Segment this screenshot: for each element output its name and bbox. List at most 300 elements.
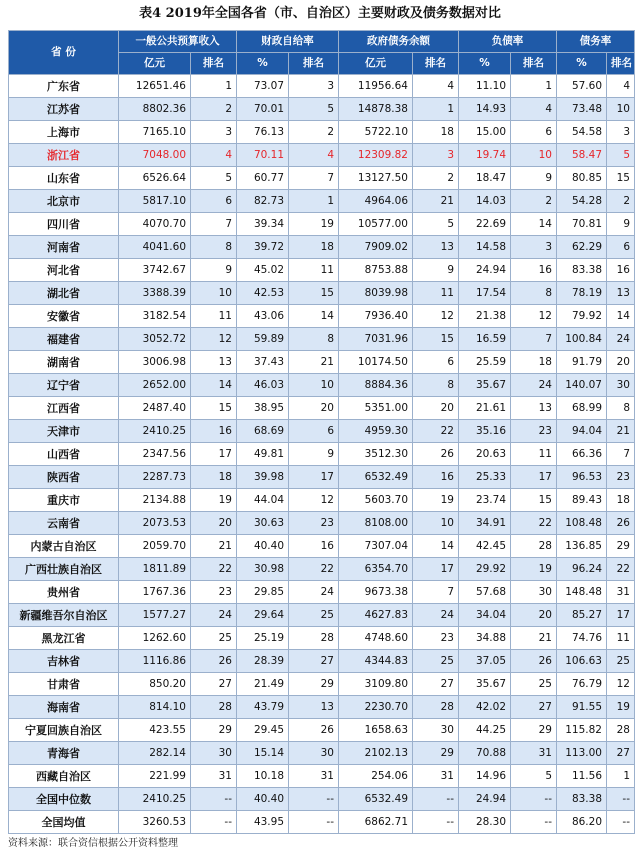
value-cell: 15.14 bbox=[237, 742, 289, 765]
value-cell: 49.81 bbox=[237, 443, 289, 466]
value-cell: 26 bbox=[413, 443, 459, 466]
value-cell: 1 bbox=[607, 765, 635, 788]
value-cell: 9 bbox=[607, 213, 635, 236]
value-cell: 73.07 bbox=[237, 75, 289, 98]
value-cell: 70.01 bbox=[237, 98, 289, 121]
value-cell: 17 bbox=[191, 443, 237, 466]
value-cell: 24.94 bbox=[459, 788, 511, 811]
value-cell: 96.53 bbox=[557, 466, 607, 489]
value-cell: 22.69 bbox=[459, 213, 511, 236]
value-cell: 34.91 bbox=[459, 512, 511, 535]
value-cell: 15 bbox=[289, 282, 339, 305]
value-cell: 13 bbox=[607, 282, 635, 305]
value-cell: 7 bbox=[191, 213, 237, 236]
value-cell: 3260.53 bbox=[119, 811, 191, 834]
value-cell: 7936.40 bbox=[339, 305, 413, 328]
value-cell: 2 bbox=[289, 121, 339, 144]
value-cell: 2073.53 bbox=[119, 512, 191, 535]
value-cell: 39.72 bbox=[237, 236, 289, 259]
value-cell: 35.67 bbox=[459, 374, 511, 397]
province-cell: 上海市 bbox=[9, 121, 119, 144]
value-cell: 6 bbox=[191, 190, 237, 213]
province-cell: 四川省 bbox=[9, 213, 119, 236]
value-cell: 14.58 bbox=[459, 236, 511, 259]
value-cell: 22 bbox=[413, 420, 459, 443]
value-cell: 22 bbox=[511, 512, 557, 535]
value-cell: -- bbox=[511, 788, 557, 811]
value-cell: 11 bbox=[607, 627, 635, 650]
value-cell: 22 bbox=[191, 558, 237, 581]
value-cell: 26 bbox=[289, 719, 339, 742]
value-cell: 30.63 bbox=[237, 512, 289, 535]
table-title: 表4 2019年全国各省（市、自治区）主要财政及债务数据对比 bbox=[139, 6, 501, 21]
value-cell: 39.98 bbox=[237, 466, 289, 489]
value-cell: 4627.83 bbox=[339, 604, 413, 627]
table-row bbox=[9, 144, 635, 167]
value-cell: 1767.36 bbox=[119, 581, 191, 604]
province-cell: 宁夏回族自治区 bbox=[9, 719, 119, 742]
value-cell: 8884.36 bbox=[339, 374, 413, 397]
value-cell: 21 bbox=[289, 351, 339, 374]
value-cell: 1116.86 bbox=[119, 650, 191, 673]
value-cell: 4 bbox=[413, 75, 459, 98]
province-cell: 辽宁省 bbox=[9, 374, 119, 397]
value-cell: 814.10 bbox=[119, 696, 191, 719]
value-cell: 83.38 bbox=[557, 259, 607, 282]
value-cell: 7 bbox=[413, 581, 459, 604]
value-cell: 14 bbox=[289, 305, 339, 328]
value-cell: 2102.13 bbox=[339, 742, 413, 765]
value-cell: 13 bbox=[191, 351, 237, 374]
value-cell: 20 bbox=[413, 397, 459, 420]
value-cell: 115.82 bbox=[557, 719, 607, 742]
value-cell: 21 bbox=[511, 627, 557, 650]
value-cell: 34.88 bbox=[459, 627, 511, 650]
table-row bbox=[9, 650, 635, 673]
province-cell: 天津市 bbox=[9, 420, 119, 443]
value-cell: 12 bbox=[511, 305, 557, 328]
province-cell: 全国均值 bbox=[9, 811, 119, 834]
value-cell: 12 bbox=[413, 305, 459, 328]
value-cell: 19.74 bbox=[459, 144, 511, 167]
value-cell: 25 bbox=[413, 650, 459, 673]
header-sub: 排名 bbox=[413, 53, 459, 75]
value-cell: 37.05 bbox=[459, 650, 511, 673]
value-cell: 25 bbox=[289, 604, 339, 627]
value-cell: 14.03 bbox=[459, 190, 511, 213]
value-cell: 10 bbox=[191, 282, 237, 305]
value-cell: 29 bbox=[511, 719, 557, 742]
value-cell: 26 bbox=[191, 650, 237, 673]
province-cell: 全国中位数 bbox=[9, 788, 119, 811]
value-cell: 31 bbox=[413, 765, 459, 788]
value-cell: 10 bbox=[511, 144, 557, 167]
value-cell: 31 bbox=[511, 742, 557, 765]
value-cell: 18 bbox=[413, 121, 459, 144]
value-cell: 31 bbox=[289, 765, 339, 788]
value-cell: 79.92 bbox=[557, 305, 607, 328]
value-cell: 3006.98 bbox=[119, 351, 191, 374]
value-cell: 40.40 bbox=[237, 788, 289, 811]
value-cell: 8108.00 bbox=[339, 512, 413, 535]
table-row bbox=[9, 742, 635, 765]
value-cell: 66.36 bbox=[557, 443, 607, 466]
value-cell: 9 bbox=[413, 259, 459, 282]
value-cell: 2 bbox=[511, 190, 557, 213]
value-cell: 25.33 bbox=[459, 466, 511, 489]
value-cell: 18 bbox=[607, 489, 635, 512]
value-cell: 27 bbox=[607, 742, 635, 765]
value-cell: 7307.04 bbox=[339, 535, 413, 558]
province-cell: 河北省 bbox=[9, 259, 119, 282]
value-cell: 14 bbox=[511, 213, 557, 236]
table-row bbox=[9, 604, 635, 627]
value-cell: 37.43 bbox=[237, 351, 289, 374]
value-cell: 5 bbox=[289, 98, 339, 121]
header-group-debt-balance: 政府债务余额 bbox=[339, 31, 459, 53]
value-cell: 9 bbox=[191, 259, 237, 282]
table-row bbox=[9, 259, 635, 282]
value-cell: 2287.73 bbox=[119, 466, 191, 489]
table-row bbox=[9, 190, 635, 213]
value-cell: 29.92 bbox=[459, 558, 511, 581]
value-cell: 43.06 bbox=[237, 305, 289, 328]
value-cell: 4070.70 bbox=[119, 213, 191, 236]
value-cell: 148.48 bbox=[557, 581, 607, 604]
value-cell: 9 bbox=[511, 167, 557, 190]
value-cell: 7048.00 bbox=[119, 144, 191, 167]
header-group-self-sufficiency: 财政自给率 bbox=[237, 31, 339, 53]
value-cell: 44.04 bbox=[237, 489, 289, 512]
value-cell: 18 bbox=[191, 466, 237, 489]
value-cell: 3512.30 bbox=[339, 443, 413, 466]
value-cell: 1811.89 bbox=[119, 558, 191, 581]
value-cell: 24 bbox=[289, 581, 339, 604]
table-row bbox=[9, 167, 635, 190]
value-cell: 31 bbox=[191, 765, 237, 788]
province-cell: 河南省 bbox=[9, 236, 119, 259]
header-sub: 排名 bbox=[191, 53, 237, 75]
value-cell: 29 bbox=[413, 742, 459, 765]
value-cell: 30 bbox=[607, 374, 635, 397]
value-cell: 24 bbox=[413, 604, 459, 627]
header-sub: 排名 bbox=[289, 53, 339, 75]
value-cell: 58.47 bbox=[557, 144, 607, 167]
value-cell: 12309.82 bbox=[339, 144, 413, 167]
value-cell: 28.30 bbox=[459, 811, 511, 834]
value-cell: 45.02 bbox=[237, 259, 289, 282]
value-cell: 28 bbox=[413, 696, 459, 719]
value-cell: 25 bbox=[511, 673, 557, 696]
value-cell: 42.45 bbox=[459, 535, 511, 558]
value-cell: 76.79 bbox=[557, 673, 607, 696]
value-cell: 1577.27 bbox=[119, 604, 191, 627]
value-cell: 6532.49 bbox=[339, 466, 413, 489]
province-cell: 黑龙江省 bbox=[9, 627, 119, 650]
value-cell: 29.64 bbox=[237, 604, 289, 627]
value-cell: 30 bbox=[191, 742, 237, 765]
value-cell: 3182.54 bbox=[119, 305, 191, 328]
value-cell: 54.28 bbox=[557, 190, 607, 213]
value-cell: 9 bbox=[289, 443, 339, 466]
value-cell: 3 bbox=[511, 236, 557, 259]
table-row bbox=[9, 788, 635, 811]
value-cell: 3052.72 bbox=[119, 328, 191, 351]
value-cell: 25.59 bbox=[459, 351, 511, 374]
value-cell: 3 bbox=[607, 121, 635, 144]
value-cell: 12 bbox=[191, 328, 237, 351]
value-cell: 68.69 bbox=[237, 420, 289, 443]
value-cell: 3388.39 bbox=[119, 282, 191, 305]
value-cell: 62.29 bbox=[557, 236, 607, 259]
value-cell: 14 bbox=[413, 535, 459, 558]
value-cell: 1658.63 bbox=[339, 719, 413, 742]
table-row bbox=[9, 305, 635, 328]
table-row bbox=[9, 811, 635, 834]
value-cell: 27 bbox=[289, 650, 339, 673]
value-cell: 6532.49 bbox=[339, 788, 413, 811]
value-cell: 30 bbox=[289, 742, 339, 765]
value-cell: 16 bbox=[607, 259, 635, 282]
value-cell: 17.54 bbox=[459, 282, 511, 305]
value-cell: 70.11 bbox=[237, 144, 289, 167]
value-cell: 15 bbox=[511, 489, 557, 512]
value-cell: 8 bbox=[289, 328, 339, 351]
value-cell: 4 bbox=[607, 75, 635, 98]
header-sub: 排名 bbox=[607, 53, 635, 75]
value-cell: 43.79 bbox=[237, 696, 289, 719]
value-cell: 7165.10 bbox=[119, 121, 191, 144]
value-cell: 91.79 bbox=[557, 351, 607, 374]
table-row bbox=[9, 466, 635, 489]
province-cell: 青海省 bbox=[9, 742, 119, 765]
value-cell: -- bbox=[289, 788, 339, 811]
value-cell: 3 bbox=[413, 144, 459, 167]
value-cell: 20.63 bbox=[459, 443, 511, 466]
value-cell: 7 bbox=[607, 443, 635, 466]
value-cell: 140.07 bbox=[557, 374, 607, 397]
value-cell: 20 bbox=[191, 512, 237, 535]
table-row bbox=[9, 98, 635, 121]
value-cell: 38.95 bbox=[237, 397, 289, 420]
value-cell: 850.20 bbox=[119, 673, 191, 696]
province-cell: 云南省 bbox=[9, 512, 119, 535]
value-cell: 14 bbox=[607, 305, 635, 328]
value-cell: 82.73 bbox=[237, 190, 289, 213]
value-cell: 10 bbox=[413, 512, 459, 535]
value-cell: 1 bbox=[191, 75, 237, 98]
value-cell: 83.38 bbox=[557, 788, 607, 811]
value-cell: 15 bbox=[413, 328, 459, 351]
value-cell: 10577.00 bbox=[339, 213, 413, 236]
value-cell: 18 bbox=[511, 351, 557, 374]
value-cell: 16.59 bbox=[459, 328, 511, 351]
table-row bbox=[9, 351, 635, 374]
value-cell: 3742.67 bbox=[119, 259, 191, 282]
value-cell: 70.88 bbox=[459, 742, 511, 765]
value-cell: 24 bbox=[607, 328, 635, 351]
province-cell: 甘肃省 bbox=[9, 673, 119, 696]
value-cell: 23 bbox=[413, 627, 459, 650]
value-cell: 19 bbox=[191, 489, 237, 512]
value-cell: 2 bbox=[191, 98, 237, 121]
value-cell: 4 bbox=[511, 98, 557, 121]
header-sub: % bbox=[459, 53, 511, 75]
value-cell: 20 bbox=[607, 351, 635, 374]
value-cell: 14878.38 bbox=[339, 98, 413, 121]
value-cell: 30 bbox=[413, 719, 459, 742]
value-cell: 19 bbox=[413, 489, 459, 512]
table-row bbox=[9, 397, 635, 420]
value-cell: 2410.25 bbox=[119, 420, 191, 443]
value-cell: 80.85 bbox=[557, 167, 607, 190]
value-cell: 74.76 bbox=[557, 627, 607, 650]
table-row bbox=[9, 512, 635, 535]
value-cell: 7031.96 bbox=[339, 328, 413, 351]
value-cell: 21 bbox=[607, 420, 635, 443]
header-sub: % bbox=[557, 53, 607, 75]
province-cell: 江西省 bbox=[9, 397, 119, 420]
table-row bbox=[9, 581, 635, 604]
value-cell: 7 bbox=[289, 167, 339, 190]
table-row bbox=[9, 236, 635, 259]
value-cell: 8 bbox=[511, 282, 557, 305]
province-cell: 湖南省 bbox=[9, 351, 119, 374]
value-cell: 24.94 bbox=[459, 259, 511, 282]
value-cell: 5 bbox=[511, 765, 557, 788]
value-cell: 28 bbox=[511, 535, 557, 558]
header-sub: 亿元 bbox=[119, 53, 191, 75]
value-cell: 19 bbox=[607, 696, 635, 719]
source-note: 资料来源：联合资信根据公开资料整理 bbox=[8, 838, 178, 849]
value-cell: 8753.88 bbox=[339, 259, 413, 282]
value-cell: 14 bbox=[191, 374, 237, 397]
value-cell: 27 bbox=[413, 673, 459, 696]
value-cell: -- bbox=[607, 811, 635, 834]
value-cell: 29 bbox=[191, 719, 237, 742]
value-cell: 25 bbox=[607, 650, 635, 673]
value-cell: 39.34 bbox=[237, 213, 289, 236]
value-cell: 26 bbox=[607, 512, 635, 535]
value-cell: 11 bbox=[289, 259, 339, 282]
value-cell: 1 bbox=[289, 190, 339, 213]
value-cell: 25.19 bbox=[237, 627, 289, 650]
value-cell: 14.96 bbox=[459, 765, 511, 788]
value-cell: 24 bbox=[191, 604, 237, 627]
table-row bbox=[9, 627, 635, 650]
value-cell: 6862.71 bbox=[339, 811, 413, 834]
value-cell: 4748.60 bbox=[339, 627, 413, 650]
value-cell: 86.20 bbox=[557, 811, 607, 834]
value-cell: 76.13 bbox=[237, 121, 289, 144]
province-cell: 湖北省 bbox=[9, 282, 119, 305]
value-cell: 59.89 bbox=[237, 328, 289, 351]
value-cell: 11 bbox=[191, 305, 237, 328]
value-cell: 10 bbox=[607, 98, 635, 121]
value-cell: 21.49 bbox=[237, 673, 289, 696]
value-cell: 254.06 bbox=[339, 765, 413, 788]
value-cell: 34.04 bbox=[459, 604, 511, 627]
value-cell: 8802.36 bbox=[119, 98, 191, 121]
header-group-debt-rate: 债务率 bbox=[557, 31, 635, 53]
value-cell: 282.14 bbox=[119, 742, 191, 765]
header-group-revenue: 一般公共预算收入 bbox=[119, 31, 237, 53]
table-row bbox=[9, 443, 635, 466]
value-cell: 4959.30 bbox=[339, 420, 413, 443]
value-cell: 28 bbox=[289, 627, 339, 650]
value-cell: 17 bbox=[289, 466, 339, 489]
value-cell: 15 bbox=[607, 167, 635, 190]
value-cell: 106.63 bbox=[557, 650, 607, 673]
header-sub: % bbox=[237, 53, 289, 75]
value-cell: 12651.46 bbox=[119, 75, 191, 98]
value-cell: -- bbox=[511, 811, 557, 834]
value-cell: 2 bbox=[413, 167, 459, 190]
value-cell: 46.03 bbox=[237, 374, 289, 397]
value-cell: 6 bbox=[607, 236, 635, 259]
table-row bbox=[9, 374, 635, 397]
province-cell: 福建省 bbox=[9, 328, 119, 351]
value-cell: 15.00 bbox=[459, 121, 511, 144]
value-cell: 5351.00 bbox=[339, 397, 413, 420]
value-cell: 2230.70 bbox=[339, 696, 413, 719]
value-cell: 28.39 bbox=[237, 650, 289, 673]
table-row bbox=[9, 719, 635, 742]
value-cell: 27 bbox=[191, 673, 237, 696]
value-cell: 23 bbox=[607, 466, 635, 489]
value-cell: 16 bbox=[413, 466, 459, 489]
value-cell: 8 bbox=[191, 236, 237, 259]
value-cell: 2652.00 bbox=[119, 374, 191, 397]
value-cell: 5 bbox=[413, 213, 459, 236]
value-cell: -- bbox=[413, 811, 459, 834]
value-cell: 10.18 bbox=[237, 765, 289, 788]
value-cell: 43.95 bbox=[237, 811, 289, 834]
province-cell: 重庆市 bbox=[9, 489, 119, 512]
value-cell: -- bbox=[413, 788, 459, 811]
value-cell: 40.40 bbox=[237, 535, 289, 558]
province-cell: 海南省 bbox=[9, 696, 119, 719]
value-cell: 5603.70 bbox=[339, 489, 413, 512]
table-row bbox=[9, 696, 635, 719]
table-row bbox=[9, 673, 635, 696]
value-cell: 20 bbox=[289, 397, 339, 420]
value-cell: 57.60 bbox=[557, 75, 607, 98]
value-cell: 2134.88 bbox=[119, 489, 191, 512]
province-cell: 浙江省 bbox=[9, 144, 119, 167]
value-cell: 23 bbox=[191, 581, 237, 604]
value-cell: 2059.70 bbox=[119, 535, 191, 558]
value-cell: 13127.50 bbox=[339, 167, 413, 190]
value-cell: 17 bbox=[413, 558, 459, 581]
value-cell: 8 bbox=[413, 374, 459, 397]
fiscal-debt-table bbox=[8, 30, 635, 834]
value-cell: 15 bbox=[191, 397, 237, 420]
table-row bbox=[9, 535, 635, 558]
value-cell: 78.19 bbox=[557, 282, 607, 305]
value-cell: 5 bbox=[607, 144, 635, 167]
value-cell: 19 bbox=[289, 213, 339, 236]
value-cell: 54.58 bbox=[557, 121, 607, 144]
value-cell: 1 bbox=[413, 98, 459, 121]
value-cell: 113.00 bbox=[557, 742, 607, 765]
table-row bbox=[9, 420, 635, 443]
value-cell: 16 bbox=[511, 259, 557, 282]
table-header bbox=[9, 31, 635, 75]
value-cell: 4964.06 bbox=[339, 190, 413, 213]
value-cell: 27 bbox=[511, 696, 557, 719]
value-cell: 6 bbox=[511, 121, 557, 144]
